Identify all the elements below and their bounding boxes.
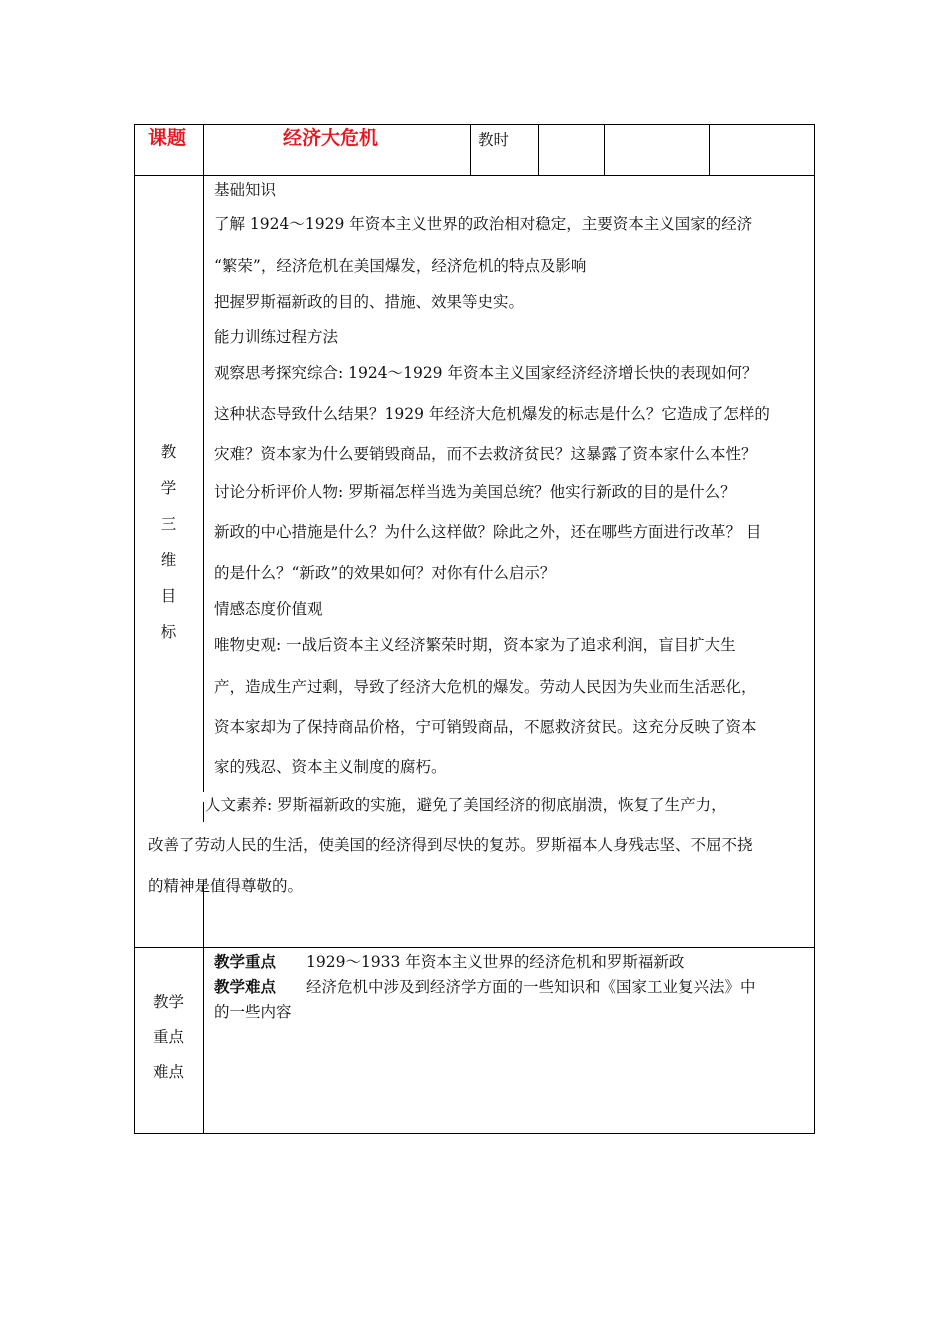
goals-line: 观察思考探究综合: 1924～1929 年资本主义国家经济经济增长快的表现如何？ — [214, 364, 758, 382]
goals-line: 新政的中心措施是什么？为什么这样做？除此之外，还在哪些方面进行改革？ 目 — [214, 523, 762, 541]
goals-line: 情感态度价值观 — [214, 600, 323, 618]
side-char: 学 — [160, 479, 177, 497]
goals-wide-line: 改善了劳动人民的生活，使美国的经济得到尽快的复苏。罗斯福本人身残志坚、不屈不挠 — [148, 836, 753, 854]
side-char: 标 — [160, 623, 177, 641]
difficulty-text: 经济危机中涉及到经济学方面的一些知识和《国家工业复兴法》中 — [306, 978, 756, 996]
table-top-border — [134, 124, 815, 125]
table-right-border — [814, 124, 815, 1134]
label-column-divider-top — [203, 124, 204, 792]
goals-line: 讨论分析评价人物: 罗斯福怎样当选为美国总统？他实行新政的目的是什么？ — [214, 483, 736, 501]
topic-label: 课题 — [148, 127, 187, 149]
goals-line: 把握罗斯福新政的目的、措施、效果等史实。 — [214, 293, 525, 311]
goals-line: 资本家却为了保持商品价格，宁可销毁商品，不愿救济贫民。这充分反映了资本 — [214, 718, 757, 736]
goals-line: 家的残忍、资本主义制度的腐朽。 — [214, 758, 447, 776]
topic-title: 经济大危机 — [283, 127, 379, 149]
hours-label: 教时 — [478, 131, 510, 149]
header-row-divider — [134, 175, 815, 176]
side-word: 重点 — [152, 1028, 184, 1046]
side-char: 教 — [160, 443, 177, 461]
table-bottom-border — [134, 1133, 815, 1134]
side-word: 教学 — [152, 993, 184, 1011]
key-point-label: 教学重点 — [214, 953, 277, 971]
side-char: 三 — [160, 515, 177, 533]
goals-row-divider — [134, 947, 815, 948]
header-divider-1 — [470, 124, 471, 176]
side-word: 难点 — [152, 1063, 184, 1081]
goals-side-label — [134, 440, 203, 656]
difficulty-text-cont: 的一些内容 — [214, 1003, 292, 1021]
side-char: 维 — [160, 551, 177, 569]
goals-line: 这种状态导致什么结果？1929 年经济大危机爆发的标志是什么？它造成了怎样的 — [214, 405, 770, 423]
side-char: 目 — [160, 587, 177, 605]
keypoints-side-label — [134, 990, 203, 1095]
label-column-divider-gap — [203, 802, 204, 822]
goals-line: “繁荣”，经济危机在美国爆发，经济危机的特点及影响 — [214, 257, 587, 275]
key-point-text: 1929～1933 年资本主义世界的经济危机和罗斯福新政 — [306, 953, 685, 971]
difficulty-label: 教学难点 — [214, 978, 277, 996]
label-column-divider-bottom — [203, 880, 204, 1134]
header-divider-3 — [604, 124, 605, 176]
goals-line: 灾难？资本家为什么要销毁商品，而不去救济贫民？这暴露了资本家什么本性？ — [214, 445, 757, 463]
goals-line: 唯物史观: 一战后资本主义经济繁荣时期，资本家为了追求利润，盲目扩大生 — [214, 636, 736, 654]
goals-line: 了解 1924～1929 年资本主义世界的政治相对稳定，主要资本主义国家的经济 — [214, 215, 753, 233]
goals-wide-line: 人文素养: 罗斯福新政的实施，避免了美国经济的彻底崩溃，恢复了生产力， — [205, 796, 727, 814]
goals-line: 基础知识 — [214, 181, 277, 199]
goals-wide-line: 的精神是值得尊敬的。 — [148, 877, 304, 895]
header-divider-4 — [709, 124, 710, 176]
goals-line: 能力训练过程方法 — [214, 328, 339, 346]
header-divider-2 — [538, 124, 539, 176]
goals-line: 的是什么？“新政”的效果如何？对你有什么启示？ — [214, 564, 556, 582]
goals-line: 产，造成生产过剩，导致了经济大危机的爆发。劳动人民因为失业而生活恶化， — [214, 678, 757, 696]
